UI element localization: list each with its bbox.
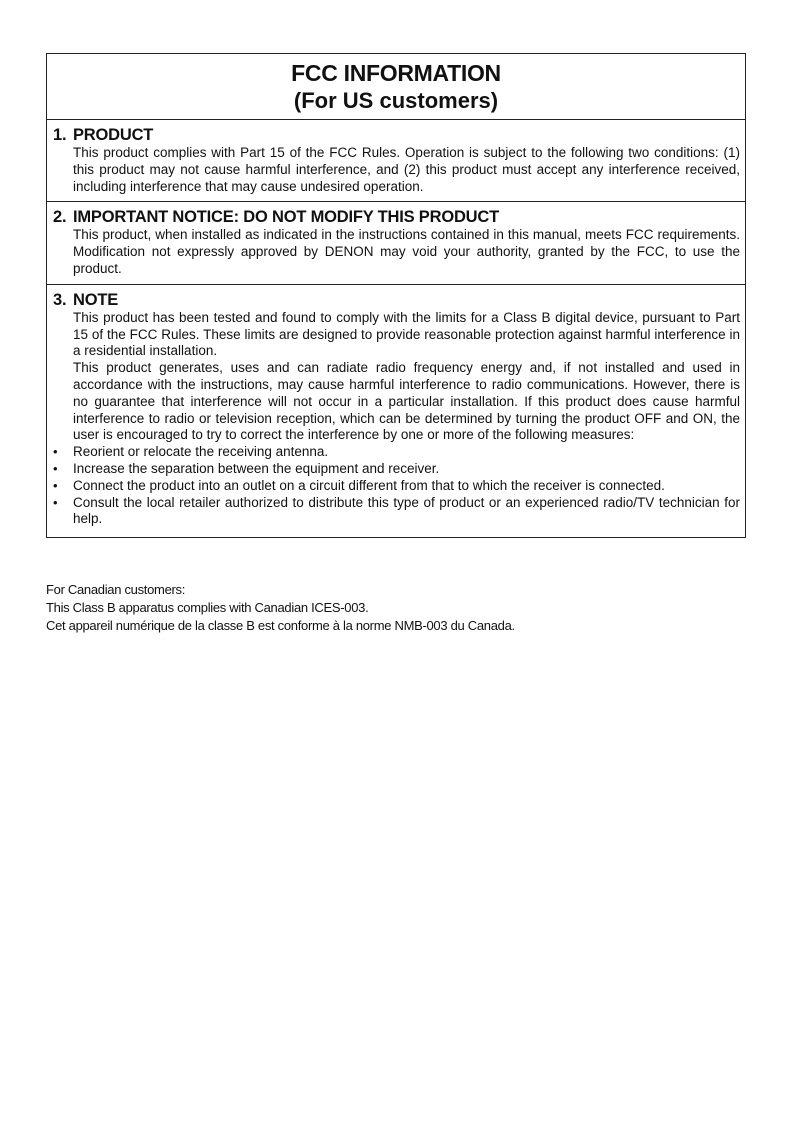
list-item-text: Connect the product into an outlet on a circuit different from that to which the receiver is connected. [73, 477, 665, 493]
list-item [53, 478, 740, 495]
bullet-icon: • [53, 444, 58, 460]
section-body [73, 227, 740, 277]
section-product [47, 120, 745, 202]
section-title: NOTE [73, 290, 119, 309]
footer-line: This Class B apparatus complies with Canadian ICES-003. [46, 600, 369, 615]
bullet-icon: • [53, 494, 58, 510]
section-heading [53, 126, 740, 145]
bullet-icon: • [53, 460, 58, 476]
bullet-icon: • [53, 477, 58, 493]
measures-list [53, 444, 740, 528]
section-important-notice [47, 202, 745, 284]
page-title: FCC INFORMATION [291, 60, 501, 86]
paragraph: This product, when installed as indicated in the instructions contained in this manual, meets FCC requirements. Modification not expressly approved by DENON may void your authority, granted by the FCC, to use the product. [73, 227, 740, 276]
section-heading [53, 208, 740, 227]
list-item-text: Consult the local retailer authorized to distribute this type of product or an experienced radio/TV technician for help. [73, 494, 740, 527]
section-number: 1. [53, 126, 67, 144]
list-item-text: Reorient or relocate the receiving antenna. [73, 444, 329, 460]
section-note [47, 285, 745, 537]
title-block [47, 54, 745, 120]
list-item-text: Increase the separation between the equipment and receiver. [73, 460, 440, 476]
section-body [73, 310, 740, 444]
footer-line: Cet appareil numérique de la classe B est conforme à la norme NMB-003 du Canada. [46, 618, 515, 633]
section-number: 2. [53, 208, 67, 227]
canadian-notice [46, 581, 746, 635]
footer-line: For Canadian customers: [46, 582, 186, 597]
list-item [53, 461, 740, 478]
page-subtitle: (For US customers) [293, 88, 499, 113]
list-item [53, 444, 740, 461]
section-title: PRODUCT [73, 126, 154, 144]
list-item [53, 495, 740, 529]
section-body [73, 145, 740, 195]
section-number: 3. [53, 290, 67, 309]
section-heading [53, 291, 740, 310]
paragraph: This product complies with Part 15 of the FCC Rules. Operation is subject to the following two conditions: (1) this product may not cause harmful interference, and (2) this product must accept any interference received, including interference that may cause undesired operation. [73, 145, 740, 194]
section-title: IMPORTANT NOTICE: DO NOT MODIFY THIS PRODUCT [73, 208, 499, 227]
paragraph: This product has been tested and found to comply with the limits for a Class B digital device, pursuant to Part 15 of the FCC Rules. These limits are designed to provide reasonable protection against harmful interference in a residential installation. [73, 309, 740, 359]
paragraph: This product generates, uses and can radiate radio frequency energy and, if not installed and used in accordance with the instructions, may cause harmful interference to radio communications. However, there is no guarantee that interference will not occur in a particular installation. If this product does cause harmful interference to radio or television reception, which can be determined by turning the product OFF and ON, the user is encouraged to try to correct the interference by one or more of the following measures: [73, 360, 740, 443]
fcc-information-box [46, 53, 746, 538]
